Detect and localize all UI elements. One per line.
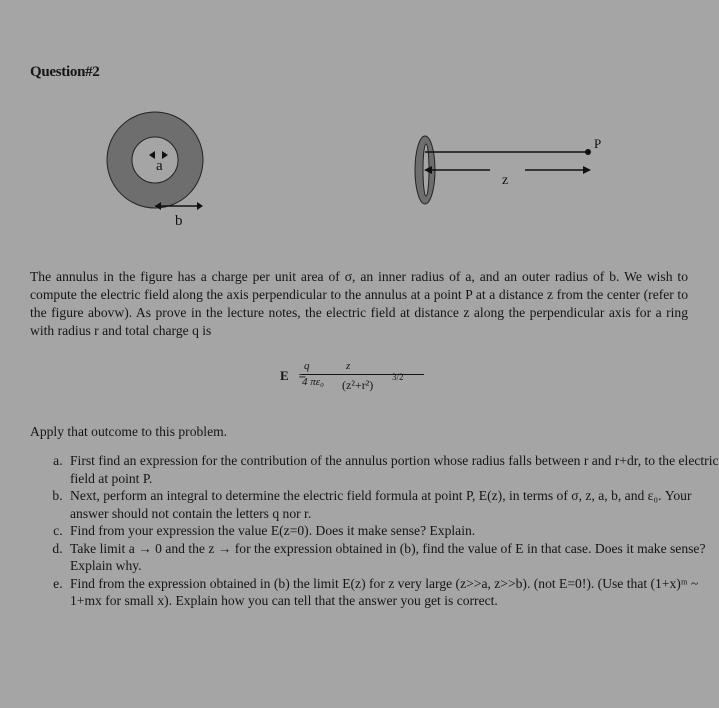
ring-field-formula (280, 360, 440, 400)
task-d: d. Take limit a → 0 and the z → for the expression obtained in (b), find the value of E in that case. Does it make sense? Explain why. (66, 540, 719, 575)
task-c: c. Find from your expression the value E(z=0). Does it make sense? Explain. (66, 522, 719, 540)
task-a: a. First find an expression for the contribution of the annulus portion whose radius falls between r and r+dr, to the electric field at point P. (66, 452, 719, 487)
fraction-bar (302, 374, 424, 375)
label-b: b (175, 213, 183, 229)
apply-instruction: Apply that outcome to this problem. (30, 424, 228, 439)
label-z: z (502, 173, 509, 188)
task-b: b. Next, perform an integral to determine the electric field formula at point P, E(z), in terms of σ, z, a, b, and ε₀. Your answer should not contain the letters q nor r. (66, 487, 719, 522)
formula-q: q (304, 360, 310, 372)
formula-lhs: E⃗= (280, 368, 307, 383)
formula-denominator-left: 4 πε₀ (302, 376, 324, 388)
task-list (30, 452, 719, 610)
formula-z: z (346, 360, 351, 372)
annulus-front-view (107, 112, 203, 229)
annulus-side-view (415, 136, 601, 204)
task-e: e. Find from the expression obtained in (b) the limit E(z) for z very large (z>>a, z>>b). (not E=0!). (Use that (1+x)ᵐ ~ 1+mx for small x). Explain how you can tell that the answer you get is correct. (66, 575, 719, 610)
question-title: Question#2 (30, 64, 100, 80)
point-p (585, 149, 591, 155)
formula-exponent: 3/2 (392, 372, 404, 382)
label-a: a (156, 158, 163, 174)
label-p: P (594, 136, 602, 151)
problem-paragraph: The annulus in the figure has a charge per unit area of σ, an inner radius of a, and an outer radius of b. We wish to compute the electric field along the axis perpendicular to the annulus at a point P at a distance z from the center (refer to the figure abovw). As prove in the lecture notes, the electric field at distance z along the perpendicular axis for a ring with radius r and total charge q is (30, 269, 688, 338)
formula-denominator-right: (z²+r²) (342, 378, 374, 392)
annulus-figure (0, 0, 719, 250)
